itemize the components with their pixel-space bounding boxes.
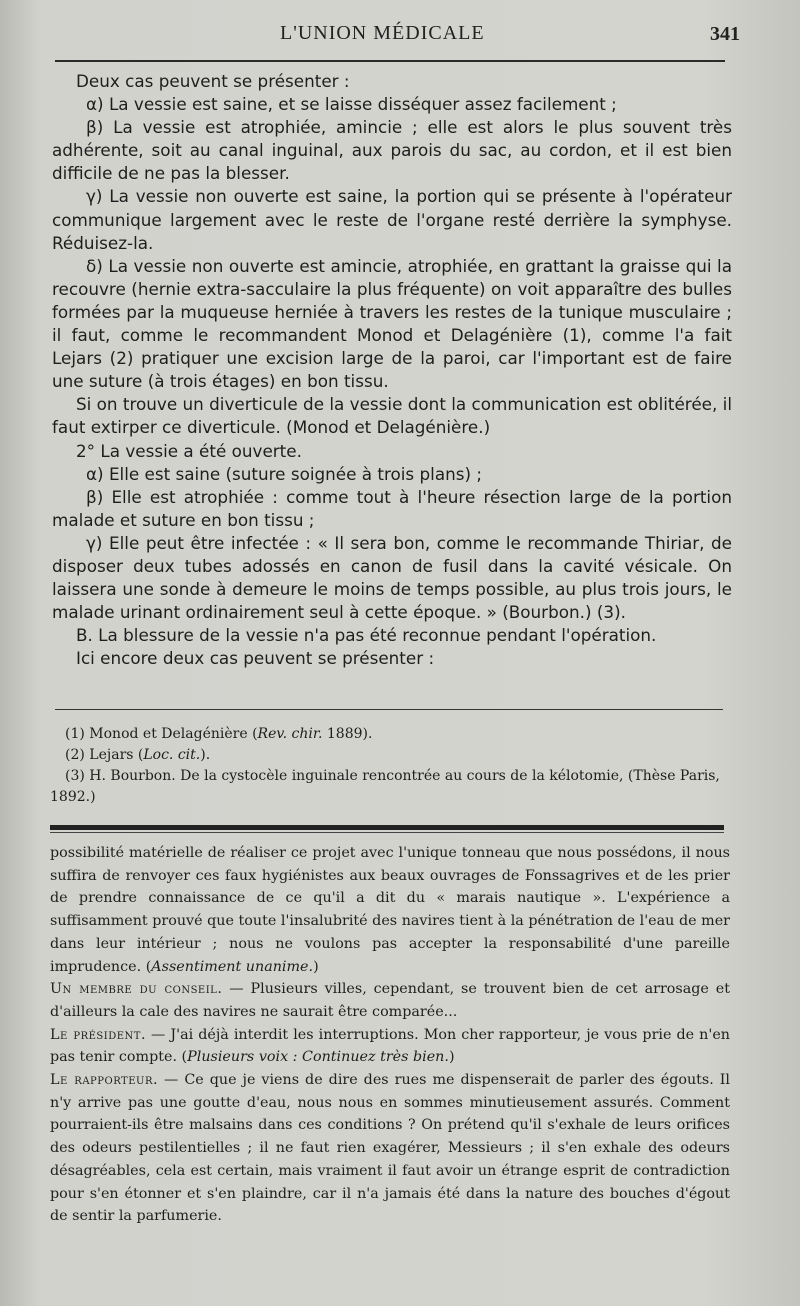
running-title: L'UNION MÉDICALE: [280, 22, 485, 44]
footnotes: [50, 724, 730, 808]
paragraph: 2° La vessie a été ouverte.: [76, 440, 302, 461]
paragraph: possibilité matérielle de réaliser ce projet avec l'unique tonneau que nous possédons, il nous suffira de renvoyer ces faux hygiénistes aux beaux ouvrages de Fonssagrives et de les prier de prendre connaissance de ce qu'il a dit du « marais nautique ». L'expérience a suffisamment prouvé que toute l'insalubrité des navires tient à la pénétration de l'eau de mer dans leur intérieur ; nous ne voulons pas accepter la responsabilité d'une pareille imprudence. (Assentiment unanime.): [50, 845, 730, 975]
section-divider: [50, 825, 724, 830]
speaker: Le rapporteur.: [50, 1072, 159, 1089]
speaker: Un membre du conseil.: [50, 981, 223, 998]
lower-article: [50, 842, 730, 1228]
footnote: (2) Lejars (Loc. cit.).: [65, 747, 211, 763]
paragraph: β) Elle est atrophiée : comme tout à l'heure résection large de la portion malade et suture en bon tissu ;: [52, 486, 732, 530]
speaker: Le président.: [50, 1026, 146, 1043]
footnote: (3) H. Bourbon. De la cystocèle inguinale rencontrée au cours de la kélotomie, (Thèse Paris, 1892.): [50, 768, 720, 805]
page-number: 341: [710, 23, 740, 45]
section-divider-thin: [50, 832, 724, 833]
page-header: [50, 18, 740, 58]
paragraph: γ) La vessie non ouverte est saine, la portion qui se présente à l'opérateur communique largement avec le reste de l'organe resté derrière la symphyse. Réduisez-la.: [52, 186, 732, 253]
paragraph: δ) La vessie non ouverte est amincie, atrophiée, en grattant la graisse qui la recouvre (hernie extra-sacculaire la plus fréquente) on voit apparaître des bulles formées par la muqueuse herniée à travers les restes de la tunique musculaire ; il faut, comme le recommandent Monod et Delagénière (1), comme l'a fait Lejars (2) pratiquer une excision large de la paroi, car l'important est de faire une suture (à trois étages) en bon tissu.: [52, 255, 732, 392]
upper-article: [52, 70, 732, 670]
header-rule: [55, 60, 725, 62]
footnote: (1) Monod et Delagénière (Rev. chir. 1889).: [65, 726, 373, 742]
paragraph: Si on trouve un diverticule de la vessie dont la communication est oblitérée, il faut extirper ce diverticule. (Monod et Delagénière.): [52, 394, 732, 438]
paragraph: B. La blessure de la vessie n'a pas été reconnue pendant l'opération.: [76, 625, 657, 646]
footnote-rule: [55, 709, 723, 710]
paragraph: α) La vessie est saine, et se laisse disséquer assez facilement ;: [86, 94, 617, 115]
paragraph: Un membre du conseil. — Plusieurs villes, cependant, se trouvent bien de cet arrosage et d'ailleurs la cale des navires ne saurait être comparée...: [50, 981, 730, 1020]
paragraph: Ici encore deux cas peuvent se présenter :: [76, 648, 435, 669]
paragraph: Le rapporteur. — Ce que je viens de dire des rues me dispenserait de parler des égouts. Il n'y arrive pas une goutte d'eau, nous nous en sommes minutieusement assurés. Comment pourraient-ils être malsains dans ces conditions ? On prétend qu'il s'exhale de leurs orifices des odeurs pestilentielles ; il ne faut rien exagérer, Messieurs ; il s'en exhale des odeurs désagréables, cela est certain, mais vraiment il faut avoir un étrange esprit de contradiction pour s'en étonner et s'en plaindre, car il n'a jamais été dans la nature des bouches d'égout de sentir la parfumerie.: [50, 1072, 730, 1225]
paragraph: Le président. — J'ai déjà interdit les interruptions. Mon cher rapporteur, je vous prie de n'en pas tenir compte. (Plusieurs voix : Continuez très bien.): [50, 1026, 730, 1066]
paragraph: α) Elle est saine (suture soignée à trois plans) ;: [86, 463, 483, 484]
paragraph: β) La vessie est atrophiée, amincie ; elle est alors le plus souvent très adhérente, soit au canal inguinal, aux parois du sac, au cordon, et il est bien difficile de ne pas la blesser.: [52, 117, 732, 184]
paragraph: Deux cas peuvent se présenter :: [76, 71, 350, 91]
paragraph: γ) Elle peut être infectée : « Il sera bon, comme le recommande Thiriar, de disposer deux tubes adossés en canon de fusil dans la cavité vésicale. On laissera une sonde à demeure le moins de temps possible, au plus trois jours, le malade urinant ordinairement seul à cette époque. » (Bourbon.) (3).: [52, 532, 732, 623]
